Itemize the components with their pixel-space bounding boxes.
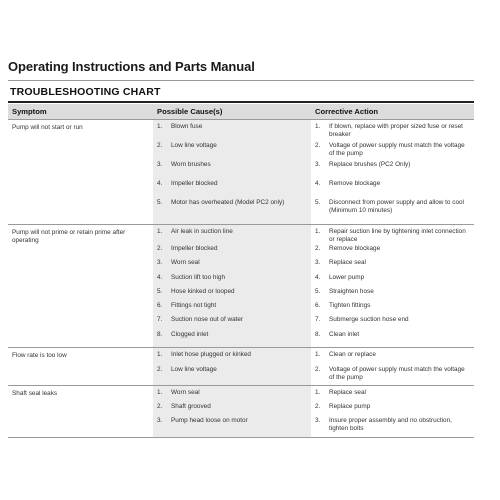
cause-cell	[153, 348, 311, 386]
cause-cell	[153, 120, 311, 225]
header-action: Corrective Action	[311, 104, 474, 120]
table-row	[8, 120, 474, 225]
list-item: 6. Fittings not tight	[157, 302, 217, 310]
chart-title: TROUBLESHOOTING CHART	[10, 86, 161, 98]
cause-cell	[153, 225, 311, 348]
action-cell	[311, 120, 474, 225]
cause-cell	[153, 386, 311, 438]
action-cell	[311, 386, 474, 438]
list-item: 4. Impeller blocked	[157, 180, 218, 187]
list-item: 3. Insure proper assembly and no obstruction, tighten bolts	[315, 417, 452, 433]
list-item: 2. Voltage of power supply must match the voltage of the pump	[315, 366, 465, 382]
list-item: 2. Shaft grooved	[157, 403, 211, 411]
list-item: 3. Replace seal	[315, 259, 366, 267]
list-item: 3. Pump head loose on motor	[157, 417, 248, 425]
list-item: 4. Lower pump	[315, 273, 365, 281]
list-item: 1. Replace seal	[315, 389, 366, 397]
list-item: 3. Worn brushes	[157, 161, 211, 168]
list-item: 2. Impeller blocked	[157, 245, 218, 252]
symptom-cell: Shaft seal leaks	[8, 386, 153, 438]
list-item: 2. Remove blockage	[315, 245, 381, 252]
symptom-cell: Pump will not start or run	[8, 120, 153, 225]
list-item: 4. Suction lift too high	[157, 273, 225, 281]
list-item: 1. Air leak in suction line	[157, 228, 233, 235]
list-item: 5. Motor has overheated (Model PC2 only)	[157, 199, 285, 206]
list-item: 1. Repair suction line by tightening inlet connection or replace	[315, 228, 466, 243]
list-item: 3. Replace brushes (PC2 Only)	[315, 161, 411, 168]
list-item: 1. If blown, replace with proper sized fuse or reset breaker	[315, 123, 463, 138]
list-item: 8. Clogged inlet	[157, 330, 209, 338]
symptom-cell: Flow rate is too low	[8, 348, 153, 386]
list-item: 2. Voltage of power supply must match the voltage of the pump	[315, 142, 465, 157]
table-row	[8, 348, 474, 386]
manual-title: Operating Instructions and Parts Manual	[8, 59, 255, 74]
list-item: 5. Straighten hose	[315, 287, 374, 295]
troubleshooting-table	[8, 104, 474, 438]
list-item: 2. Low line voltage	[157, 142, 217, 149]
list-item: 8. Clean inlet	[315, 330, 360, 338]
header-symptom: Symptom	[8, 104, 153, 120]
chart-divider	[8, 101, 474, 103]
action-cell	[311, 348, 474, 386]
list-item: 1. Blown fuse	[157, 123, 203, 130]
list-item: 4. Remove blockage	[315, 180, 381, 187]
table-row	[8, 386, 474, 438]
header-cause: Possible Cause(s)	[153, 104, 311, 120]
list-item: 2. Replace pump	[315, 403, 371, 411]
list-item: 6. Tighten fittings	[315, 302, 371, 310]
list-item: 1. Clean or replace	[315, 351, 376, 359]
header-row	[8, 104, 474, 120]
list-item: 2. Low line voltage	[157, 366, 217, 374]
list-item: 5. Hose kinked or looped	[157, 287, 235, 295]
title-divider	[8, 80, 474, 81]
symptom-cell: Pump will not prime or retain prime after operating	[8, 225, 153, 348]
list-item: 1. Inlet hose plugged or kinked	[157, 351, 251, 359]
table-row	[8, 225, 474, 348]
list-item: 1. Worn seal	[157, 389, 200, 397]
list-item: 7. Submerge suction hose end	[315, 316, 409, 324]
list-item: 7. Suction nose out of water	[157, 316, 244, 324]
list-item: 3. Worn seal	[157, 259, 200, 267]
action-cell	[311, 225, 474, 348]
list-item: 5. Disconnect from power supply and allow to cool (Minimum 10 minutes)	[315, 199, 464, 214]
